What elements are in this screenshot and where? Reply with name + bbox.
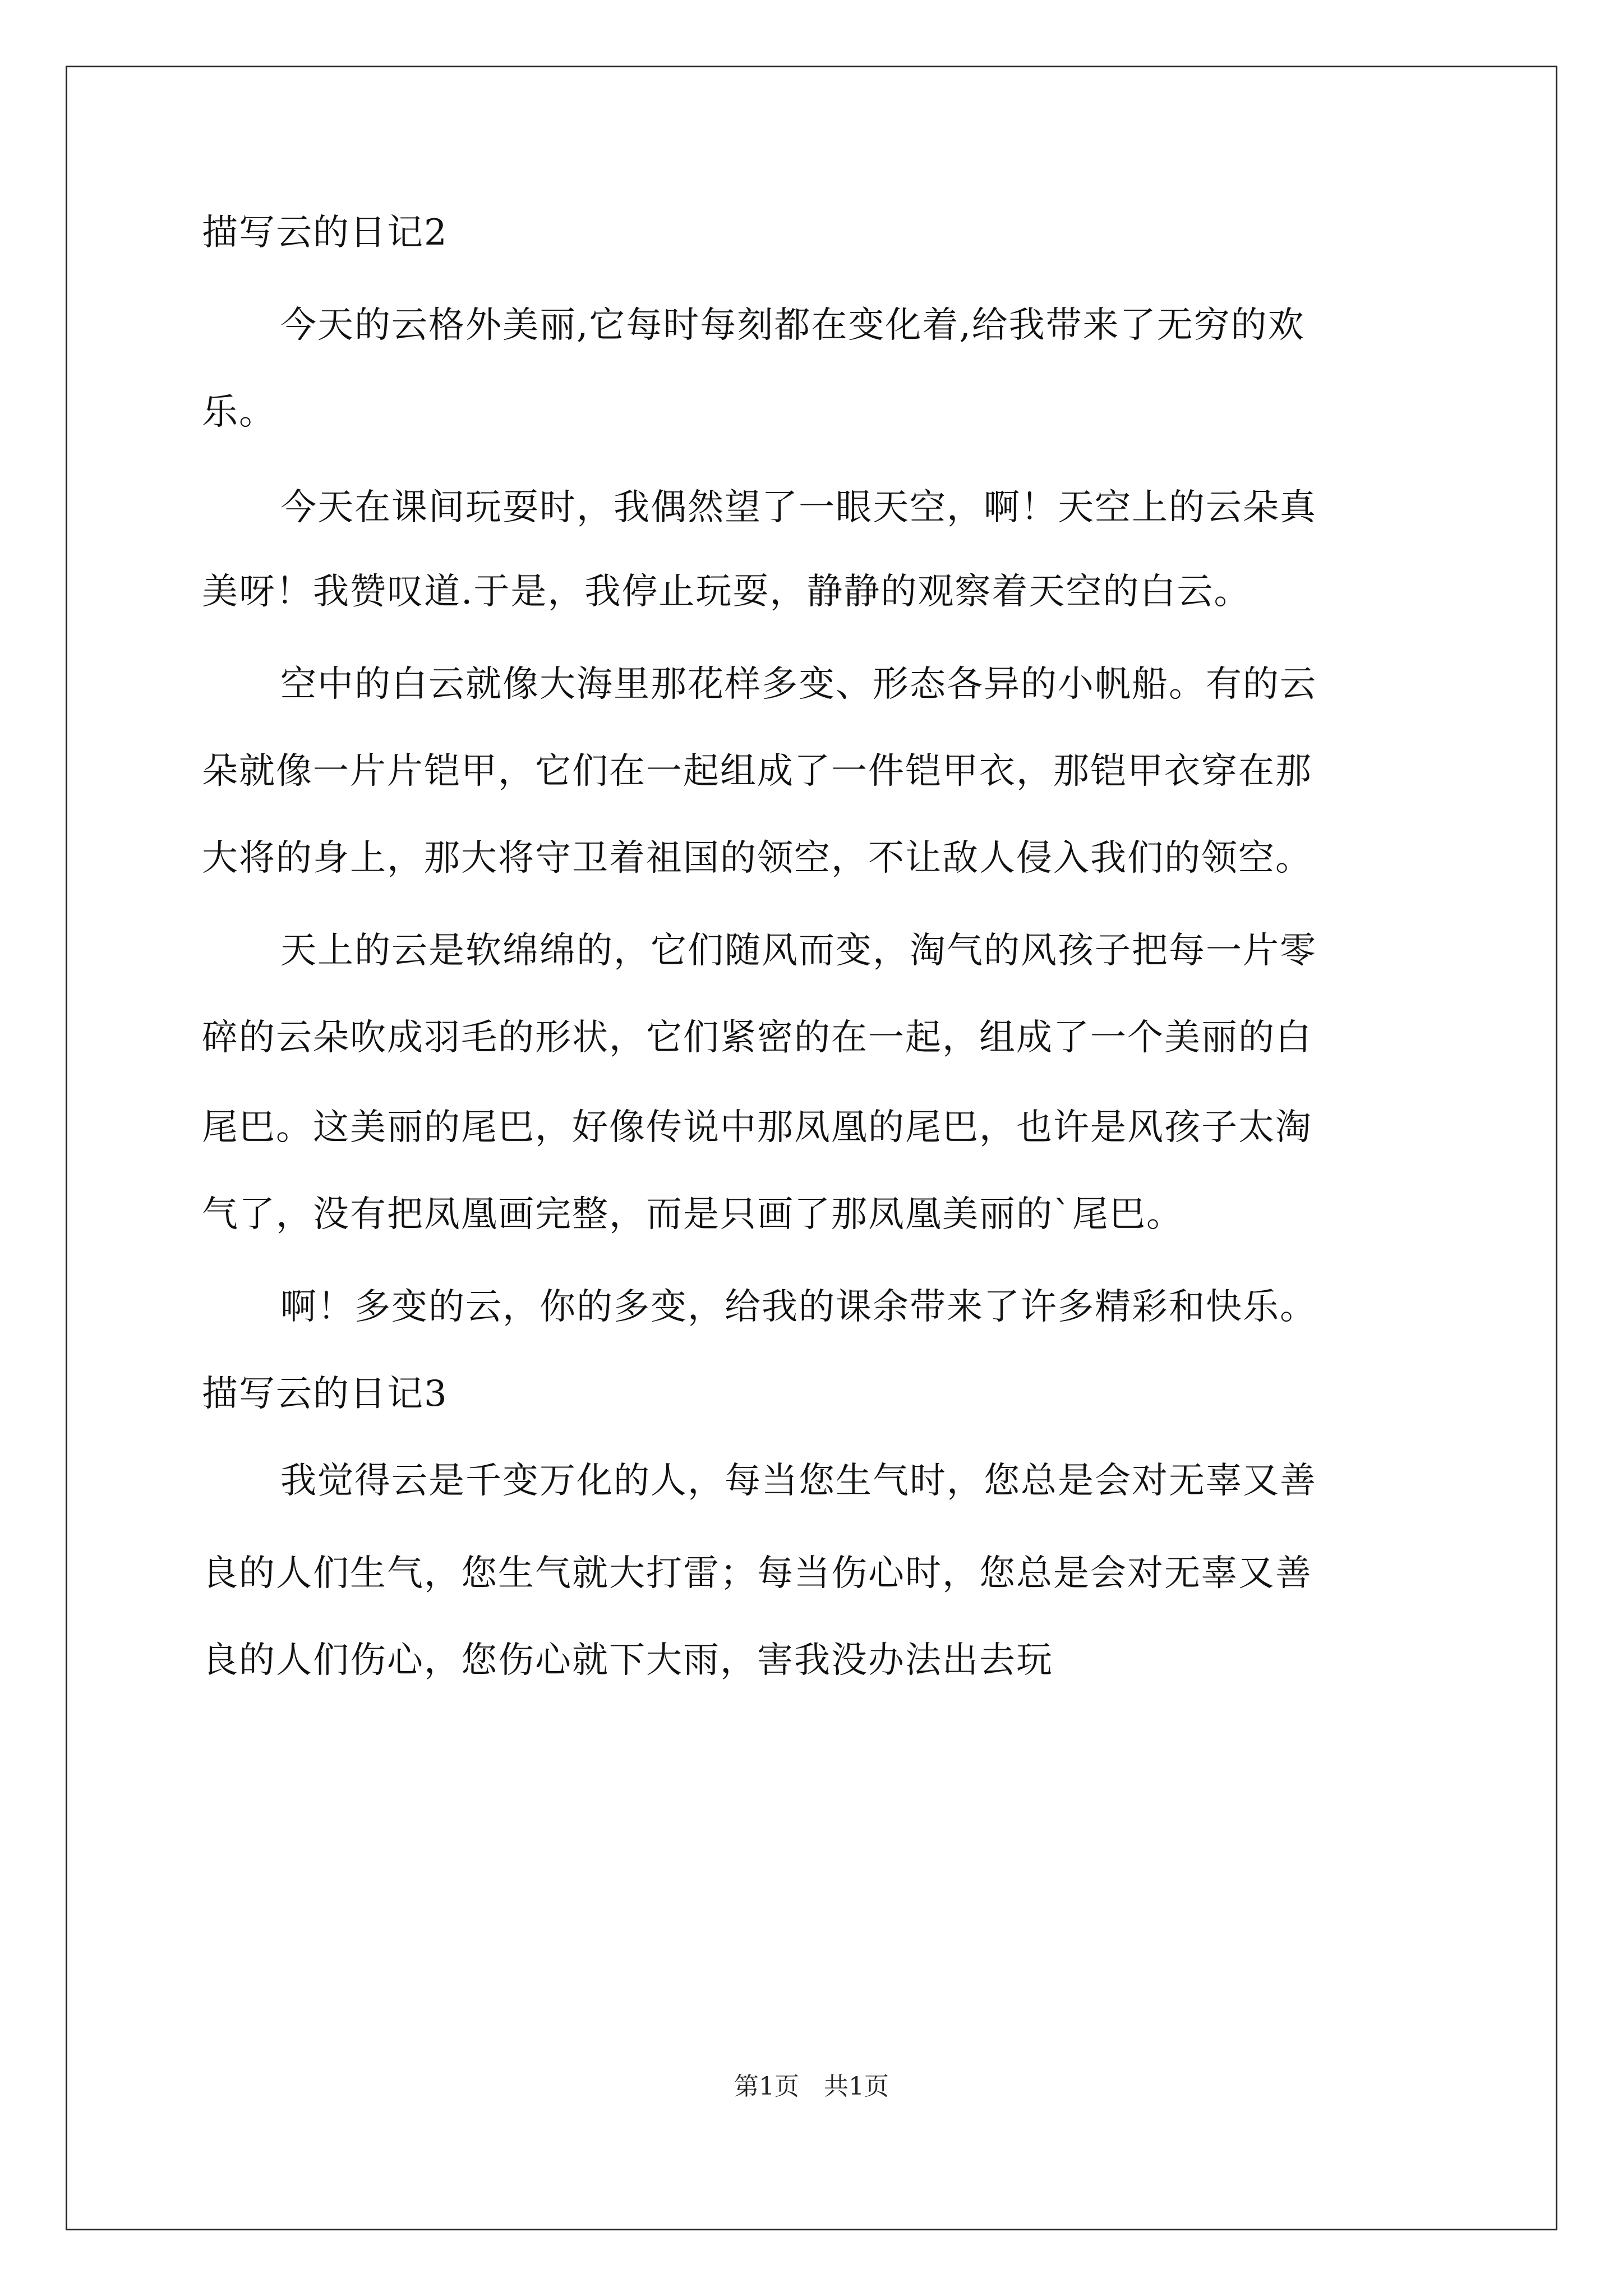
paragraph-line: 空中的白云就像大海里那花样多变、形态各异的小帆船。有的云 (280, 664, 1317, 705)
paragraph-line: 碎的云朵吹成羽毛的形状，它们紧密的在一起，组成了一个美丽的白 (202, 1017, 1312, 1059)
paragraph-line: 美呀！我赞叹道.于是，我停止玩耍，静静的观察着天空的白云。 (202, 571, 1251, 613)
page-number: 第1页 共1页 (734, 2072, 889, 2101)
paragraph-line: 尾巴。这美丽的尾巴，好像传说中那凤凰的尾巴，也许是风孩子太淘 (202, 1107, 1312, 1148)
paragraph-line: 今天的云格外美丽,它每时每刻都在变化着,给我带来了无穷的欢 (280, 305, 1305, 346)
paragraph-line: 啊！多变的云，你的多变，给我的课余带来了许多精彩和快乐。 (280, 1286, 1317, 1328)
paragraph-line: 朵就像一片片铠甲，它们在一起组成了一件铠甲衣，那铠甲衣穿在那 (202, 751, 1312, 792)
paragraph-line: 天上的云是软绵绵的，它们随风而变，淘气的风孩子把每一片零 (280, 930, 1317, 972)
paragraph-line: 良的人们伤心，您伤心就下大雨，害我没办法出去玩 (202, 1640, 1053, 1681)
paragraph-line: 今天在课间玩耍时，我偶然望了一眼天空，啊！天空上的云朵真 (280, 487, 1317, 528)
paragraph-line: 气了，没有把凤凰画完整，而是只画了那凤凰美丽的`尾巴。 (202, 1194, 1183, 1235)
paragraph-line: 乐。 (202, 392, 276, 433)
paragraph-line: 良的人们生气，您生气就大打雷；每当伤心时，您总是会对无辜又善 (202, 1553, 1312, 1594)
paragraph-line: 我觉得云是千变万化的人，每当您生气时，您总是会对无辜又善 (280, 1460, 1317, 1502)
section-title: 描写云的日记2 (202, 212, 448, 254)
section-title: 描写云的日记3 (202, 1373, 448, 1415)
paragraph-line: 大将的身上，那大将守卫着祖国的领空，不让敌人侵入我们的领空。 (202, 838, 1312, 879)
